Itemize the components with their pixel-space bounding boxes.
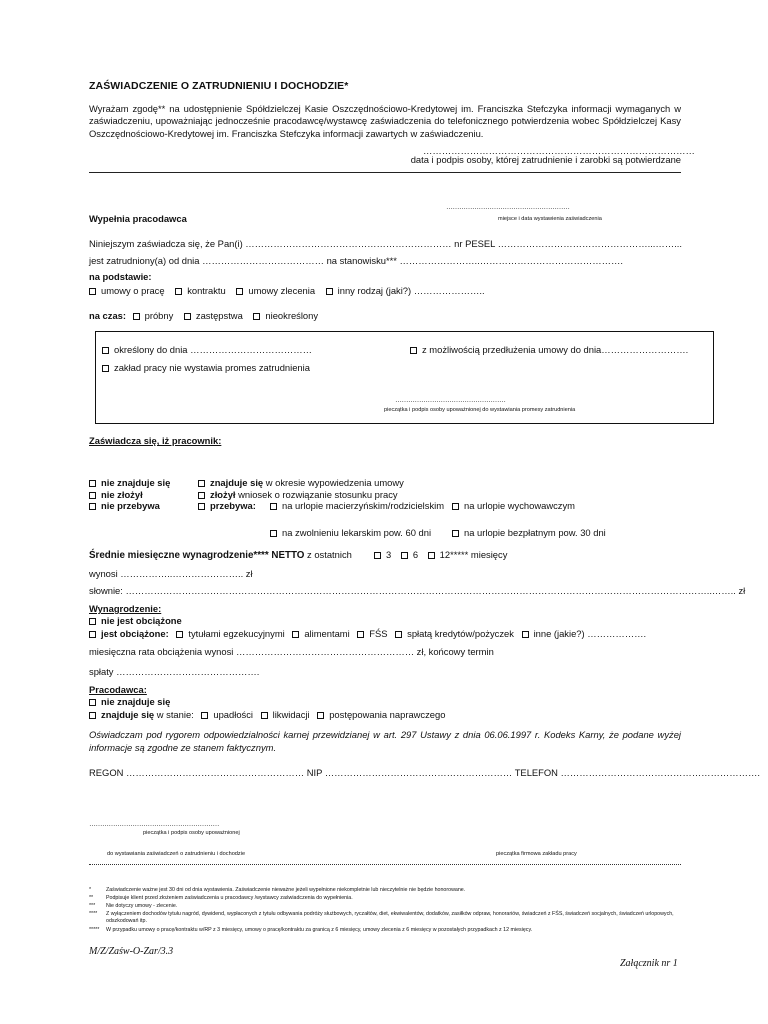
checkbox[interactable] [253,313,260,320]
months-12[interactable]: 12***** miesięcy [428,549,508,560]
footnote-mark: ***** [89,927,100,933]
signature-field[interactable]: …………………………………………………………………………… [423,145,695,156]
checkbox[interactable] [89,288,96,295]
burdened-option[interactable]: jest obciążone: [89,628,169,639]
amount-words-line[interactable]: słownie: ……………………………………………………………………………………………………………………………………………………………………..…….. zł [89,585,746,596]
status-left-column [89,477,170,512]
checkbox[interactable] [89,618,96,625]
checkbox[interactable] [89,699,96,706]
state-upadlosc[interactable]: upadłości [201,709,253,720]
document-title: ZAŚWIADCZENIE O ZATRUDNIENIU I DOCHODZIE* [89,80,349,92]
salary-label: Średnie miesięczne wynagrodzenie**** NETTO [89,550,305,561]
salary-burden-heading: Wynagrodzenie: [89,603,162,614]
form-code: M/Z/Zaśw-O-Zar/3.3 [89,946,174,957]
checkbox[interactable] [184,313,191,320]
checkbox[interactable] [270,503,277,510]
checkbox[interactable] [522,631,529,638]
checkbox[interactable] [395,631,402,638]
employer-is-option[interactable]: znajduje się [89,709,154,720]
employee-name-pesel-line[interactable]: Niniejszym zaświadcza się, że Pan(i) ………………………………………………………… nr PESEL …………………………………………...……... [89,238,682,249]
not-burdened-option[interactable]: nie jest obciążone [89,615,182,626]
leave-lekarskie[interactable]: na zwolnieniu lekarskim pow. 60 dni [270,527,431,538]
months-3[interactable]: 3 [374,549,391,560]
fixed-until-option[interactable]: określony do dnia ………………………………… [102,344,312,355]
divider [89,864,681,865]
checkbox[interactable] [261,712,268,719]
certifies-heading: Zaświadcza się, iż pracownik: [89,435,222,446]
burden-inne[interactable]: inne (jakie?) ………………. [522,628,647,639]
leave-bezplatny[interactable]: na urlopie bezpłatnym pow. 30 dni [452,527,606,538]
footnote-mark: **** [89,911,98,917]
declaration-paragraph: Oświadczam pod rygorem odpowiedzialności karnej przewidzianej w art. 297 Ustawy z dnia 06.06.1997 r. Kodeks Karny, że podane wyżej informacje są zgodne ze stanem faktycznym. [89,729,681,753]
period-label: na czas: [89,310,126,321]
basis-inny[interactable]: inny rodzaj (jaki?) ………………….. [326,285,485,296]
burden-alimenty[interactable]: alimentami [292,628,349,639]
footnote-text: W przypadku umowy o pracę/kontraktu w/RP z 3 miesięcy, umowy o pracę/kontraktu za granicą z 6 miesięcy, umowy zlecenia z 6 miesięcy w pozostałych przypadkach z 12 miesięcy. [106,927,533,933]
leave-wychowawczy[interactable]: na urlopie wychowawczym [452,500,575,511]
basis-umowa-o-prace[interactable]: umowy o pracę [89,285,165,296]
burden-fss[interactable]: FŚS [357,628,387,639]
company-stamp-caption: pieczątka firmowa zakładu pracy [496,851,577,857]
checkbox[interactable] [401,552,408,559]
checkbox[interactable] [133,313,140,320]
footnote-text: Z wyłączeniem dochodów tytułu nagród, dywidend, wypłaconych z tytułu odbywania podróży służbowych, ryczałtów, diet, ekwiwalentów, dodatków, zasiłków odpraw, honorariów, świadczeń z FŚS, świadczeń socjalnych, świadczeń urlopowych, odszkodowań itp. [106,911,674,924]
checkbox[interactable] [102,365,109,372]
extension-option[interactable]: z możliwością przedłużenia umowy do dnia………………………. [410,344,688,355]
footnote-mark: ** [89,895,94,901]
salary-label-tail: z ostatnich [307,549,352,560]
divider [89,172,681,173]
status-nie-zlozyl[interactable]: nie złożył [89,489,170,501]
footnote-text: Nie dotyczy umowy - zlecenie. [106,903,178,909]
period-options [89,310,318,321]
salary-months [374,549,507,560]
repayment-line[interactable]: spłaty ………………………………………. [89,666,260,677]
period-probny[interactable]: próbny [133,310,174,321]
checkbox[interactable] [357,631,364,638]
checkbox[interactable] [317,712,324,719]
checkbox[interactable] [428,552,435,559]
salary-row [89,549,352,561]
place-date-caption: miejsce i data wystawienia zaświadczenia [498,216,602,222]
checkbox[interactable] [410,347,417,354]
checkbox[interactable] [175,288,182,295]
stamp-caption-2: do wystawiania zaświadczeń o zatrudnieniu i dochodzie [107,851,246,857]
status-nie-znajduje[interactable]: nie znajduje się [89,477,170,489]
checkbox[interactable] [89,631,96,638]
state-naprawcze[interactable]: postępowania naprawczego [317,709,445,720]
basis-options [89,285,485,296]
employer-heading: Pracodawca: [89,684,147,695]
checkbox[interactable] [89,492,96,499]
checkbox[interactable] [292,631,299,638]
months-6[interactable]: 6 [401,549,418,560]
checkbox[interactable] [198,480,205,487]
basis-umowa-zlecenia[interactable]: umowy zlecenia [236,285,315,296]
checkbox[interactable] [176,631,183,638]
checkbox[interactable] [102,347,109,354]
annex-label: Załącznik nr 1 [620,958,678,969]
checkbox[interactable] [198,503,205,510]
regon-nip-phone-line[interactable]: REGON ………………………………………………… NIP …………………………………………………… TELEFON ………………………………………………………. [89,767,761,778]
status-zlozyl[interactable]: złożył wniosek o rozwiązanie stosunku pracy [198,489,404,501]
checkbox[interactable] [89,712,96,719]
footnote-mark: *** [89,903,96,909]
leave-macierzynski[interactable]: na urlopie macierzyńskim/rodzicielskim [270,500,444,511]
status-przebywa[interactable]: przebywa: [198,500,404,512]
basis-kontrakt[interactable]: kontraktu [175,285,226,296]
burdened-row [89,628,646,639]
signature-caption: data i podpis osoby, której zatrudnienie i zarobki są potwierdzane [410,154,681,165]
footnote-text: Podpisuje klient przed złożeniem zaświadczenia u pracodawcy /wystawcy zaświadczenia do wypełnienia. [106,895,353,901]
no-promise-option[interactable]: zakład pracy nie wystawia promes zatrudnienia [102,362,310,373]
checkbox[interactable] [326,288,333,295]
checkbox[interactable] [89,503,96,510]
checkbox[interactable] [452,530,459,537]
footnote-mark: * [89,887,92,893]
period-nieokreslony[interactable]: nieokreślony [253,310,318,321]
stamp-caption-1: pieczątka i podpis osoby upoważnionej [143,830,240,836]
employer-not-option[interactable]: nie znajduje się [89,696,170,707]
place-date-field[interactable]: ………………………………………………… [446,204,570,211]
status-znajduje[interactable]: znajduje się w okresie wypowiedzenia umowy [198,477,404,489]
checkbox[interactable] [236,288,243,295]
checkbox[interactable] [270,530,277,537]
checkbox[interactable] [374,552,381,559]
burden-kredyty[interactable]: spłatą kredytów/pożyczek [395,628,514,639]
monthly-rate-line[interactable]: miesięczna rata obciążenia wynosi ………………………………………………… zł, końcowy termin [89,646,494,657]
promise-signature-field[interactable]: …………………………………………… [395,397,506,404]
amount-line[interactable]: wynosi ……………..………………….. zł [89,568,253,579]
state-likwidacja[interactable]: likwidacji [261,709,310,720]
checkbox[interactable] [201,712,208,719]
checkbox[interactable] [89,480,96,487]
basis-label: na podstawie: [89,271,152,282]
burden-egzekucyjne[interactable]: tytułami egzekucyjnymi [176,628,284,639]
stamp-signature-field[interactable]: …………………………………………………… [89,821,219,828]
employer-section-heading: Wypełnia pracodawca [89,213,187,224]
consent-paragraph: Wyrażam zgodę** na udostępnienie Spółdzielczej Kasie Oszczędnościowo-Kredytowej im. Franciszka Stefczyka informacji wymaganych w zaświadczeniu, upoważniając jednocześnie pracodawcę/wystawcę zaświadczenia do telefonicznego potwierdzenia wobec Spółdzielczej Kasy Oszczędnościowo-Kredytowej im. Franciszka Stefczyka informacji zawartych w zaświadczeniu. [89,103,681,139]
footnote-text: Zaświadczenie ważne jest 30 dni od dnia wystawienia. Zaświadczenie nieważne jeżeli wypełnione niekompletnie lub nieczytelnie nie będzie honorowane. [106,887,466,893]
status-nie-przebywa[interactable]: nie przebywa [89,500,170,512]
employment-date-position-line[interactable]: jest zatrudniony(a) od dnia ………………………………… na stanowisku*** ……………………..………………………………………. [89,255,623,266]
promise-signature-caption: pieczątka i podpis osoby upoważnionej do wystawiania promesy zatrudnienia [384,407,576,413]
employer-is-row [89,709,445,720]
period-zastepstwa[interactable]: zastępstwa [184,310,243,321]
employer-state-label: w stanie: [156,709,194,720]
checkbox[interactable] [198,492,205,499]
checkbox[interactable] [452,503,459,510]
